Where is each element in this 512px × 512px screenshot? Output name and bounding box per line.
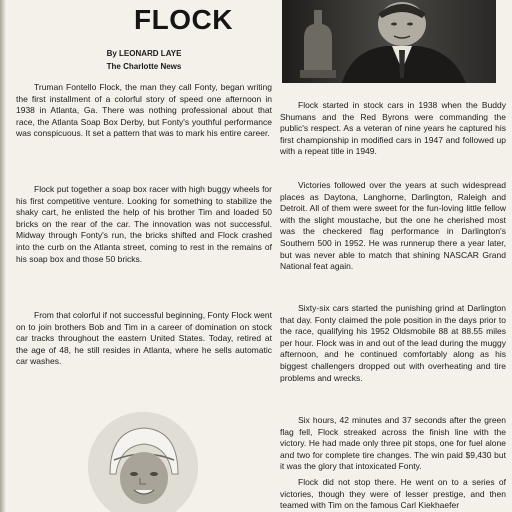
right-paragraph-4: Six hours, 42 minutes and 37 seconds after the green flag fell, Flock streaked across the finish line with the victory. He had made only three pit stops, one for fuel alone and two for complete tire changes. The win paid $9,430 but it was the glory that intoxicated Fonty.: [280, 415, 506, 472]
right-paragraph-3: Sixty-six cars started the punishing grind at Darlington that day. Fonty claimed the pole position in the days prior to the race, qualifying his 1952 Oldsmobile 88 at 88.55 miles per hour. Flock was in and out of the lead during the muggy afternoon, and he continued comfortably along as his biggest challengers dropped out with overheating and tire problems and wrecks.: [280, 303, 506, 383]
article-title: FLOCK: [134, 4, 233, 35]
driver-trophy-photo: [282, 0, 496, 83]
driver-helmet-portrait-icon: [88, 412, 198, 512]
byline-publication: The Charlotte News: [106, 62, 182, 71]
driver-with-trophy-icon: [282, 0, 496, 83]
right-paragraph-5: Flock did not stop there. He went on to a series of victories, though they were of lesser prestige, and then teamed with Tim on the famous Carl Kiekhaefer: [280, 477, 506, 511]
byline-block: [16, 47, 272, 73]
driver-portrait-photo: [88, 412, 198, 512]
left-paragraph-2: Flock put together a soap box racer with high buggy wheels for his first competitive venture. Looking for something to stabilize the shaky cart, he enlisted the help of his brother Tim and loaded 50 bricks on the rear of the car. The innovation was not successful. Midway through Fonty's run, the bricks shifted and Flock crashed into the curb on the Atlanta street, coming to rest in the remains of his soap box and those 50 bricks.: [16, 184, 272, 264]
left-paragraph-3: From that colorful if not successful beginning, Fonty Flock went on to join brothers Bob and Tim in a career of domination on stock car tracks throughout the eastern United States. Today, retired at the age of 48, he still resides in Atlanta, where he sells automatic car washes.: [16, 310, 272, 367]
right-paragraph-1: Flock started in stock cars in 1938 when the Buddy Shumans and the Red Byrons were commanding the public's respect. As a veteran of nine years he captured his first championship in modified cars in 1947 and followed up with a repeat title in 1949.: [280, 100, 506, 157]
right-paragraph-2: Victories followed over the years at such widespread places as Daytona, Langhorne, Darlington, Raleigh and Detroit. All of them were sweet for the fun-loving little fellow with the slight moustache, but the one he cherished most was the checkered flag performance in Darlington's Southern 500 in 1952. He was runnerup there a year later, but was never able to match that shining NASCAR Grand National feat again.: [280, 180, 506, 272]
left-paragraph-1: Truman Fontello Flock, the man they call Fonty, began writing the first installment of a colorful story of speed one afternoon in 1938 in Atlanta, Ga. There was nothing professional about that race, the Atlanta Soap Box Derby, but Fonty's youthful performance was conspicuous. It set a pattern that was to mark his entire career.: [16, 82, 272, 139]
byline-author: By LEONARD LAYE: [106, 49, 182, 58]
page-gutter-shadow: [0, 0, 6, 512]
